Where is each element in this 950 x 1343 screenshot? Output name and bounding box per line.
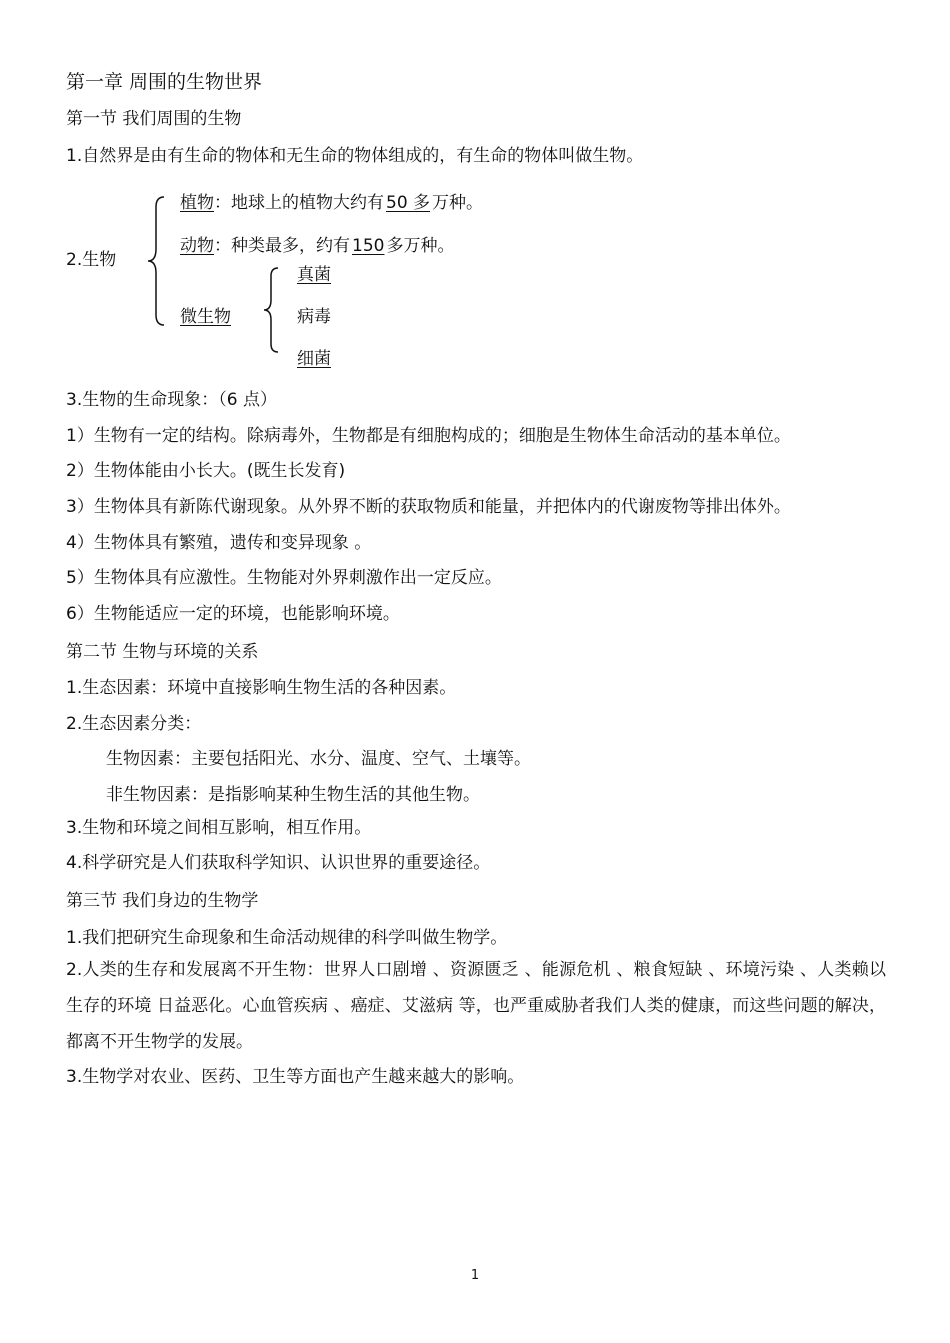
phenomenon-item: 6）生物能适应一定的环境，也能影响环境。 bbox=[66, 604, 400, 624]
phenomenon-item: 5）生物体具有应激性。生物能对外界刺激作出一定反应。 bbox=[66, 568, 502, 588]
section-3-paragraph-3: 3.生物学对农业、医药、卫生等方面也产生越来越大的影响。 bbox=[66, 1067, 525, 1087]
animal-label: 动物 bbox=[180, 236, 214, 256]
main-brace bbox=[146, 195, 168, 327]
phenomenon-item: 4）生物体具有繁殖，遗传和变异现象 。 bbox=[66, 533, 372, 553]
micro-label: 微生物 bbox=[180, 307, 231, 327]
factor-biotic: 生物因素：主要包括阳光、水分、温度、空气、土壤等。 bbox=[106, 749, 531, 769]
factor-abiotic: 非生物因素：是指影响某种生物生活的其他生物。 bbox=[106, 785, 480, 805]
micro-child-virus: 病毒 bbox=[297, 307, 331, 327]
plant-blank: 50 多 bbox=[386, 193, 431, 213]
micro-child-fungi: 真菌 bbox=[297, 265, 331, 285]
phenomenon-item: 2）生物体能由小长大。(既生长发育) bbox=[66, 461, 346, 481]
plant-line bbox=[180, 192, 483, 214]
animal-text-a: ：种类最多，约有 bbox=[214, 236, 350, 256]
section-2-title: 第二节 生物与环境的关系 bbox=[66, 642, 259, 662]
section-2-paragraph-1: 1.生态因素：环境中直接影响生物生活的各种因素。 bbox=[66, 678, 457, 698]
section-2-paragraph-4: 4.科学研究是人们获取科学知识、认识世界的重要途径。 bbox=[66, 853, 491, 873]
section-1-title: 第一节 我们周围的生物 bbox=[66, 109, 242, 129]
section-3-paragraph-2: 2.人类的生存和发展离不开生物：世界人口剧增 、资源匮乏 、能源危机 、粮食短缺 、环境污染 、人类赖以生存的环境 日益恶化。心血管疾病 、癌症、艾滋病 等，也严重威胁者我们人类的健康，而这些问题的解决，都离不开生物学的发展。 bbox=[66, 960, 886, 1052]
chapter-title: 第一章 周围的生物世界 bbox=[66, 71, 263, 93]
page-number: 1 bbox=[470, 1268, 480, 1283]
section-1-paragraph-1: 1.自然界是由有生命的物体和无生命的物体组成的，有生命的物体叫做生物。 bbox=[66, 146, 644, 166]
animal-blank: 150 bbox=[352, 236, 385, 256]
plant-text-b: 万种。 bbox=[432, 193, 484, 213]
section-3-paragraph-1: 1.我们把研究生命现象和生命活动规律的科学叫做生物学。 bbox=[66, 928, 508, 948]
tree-root-label: 2.生物 bbox=[66, 250, 117, 270]
section-2-paragraph-2: 2.生态因素分类： bbox=[66, 714, 202, 734]
section-2-paragraph-3: 3.生物和环境之间相互影响，相互作用。 bbox=[66, 818, 372, 838]
micro-brace bbox=[262, 266, 282, 354]
section-3-title: 第三节 我们身边的生物学 bbox=[66, 891, 259, 911]
micro-child-bacteria: 细菌 bbox=[297, 349, 331, 369]
phenomena-title: 3.生物的生命现象：（6 点） bbox=[66, 390, 277, 410]
plant-label: 植物 bbox=[180, 193, 214, 213]
phenomenon-item: 1）生物有一定的结构。除病毒外，生物都是有细胞构成的；细胞是生物体生命活动的基本单位。 bbox=[66, 426, 791, 446]
animal-line bbox=[180, 235, 454, 257]
plant-text-a: ：地球上的植物大约有 bbox=[214, 193, 384, 213]
animal-text-b: 多万种。 bbox=[386, 236, 455, 256]
phenomenon-item: 3）生物体具有新陈代谢现象。从外界不断的获取物质和能量，并把体内的代谢废物等排出体外。 bbox=[66, 497, 791, 517]
